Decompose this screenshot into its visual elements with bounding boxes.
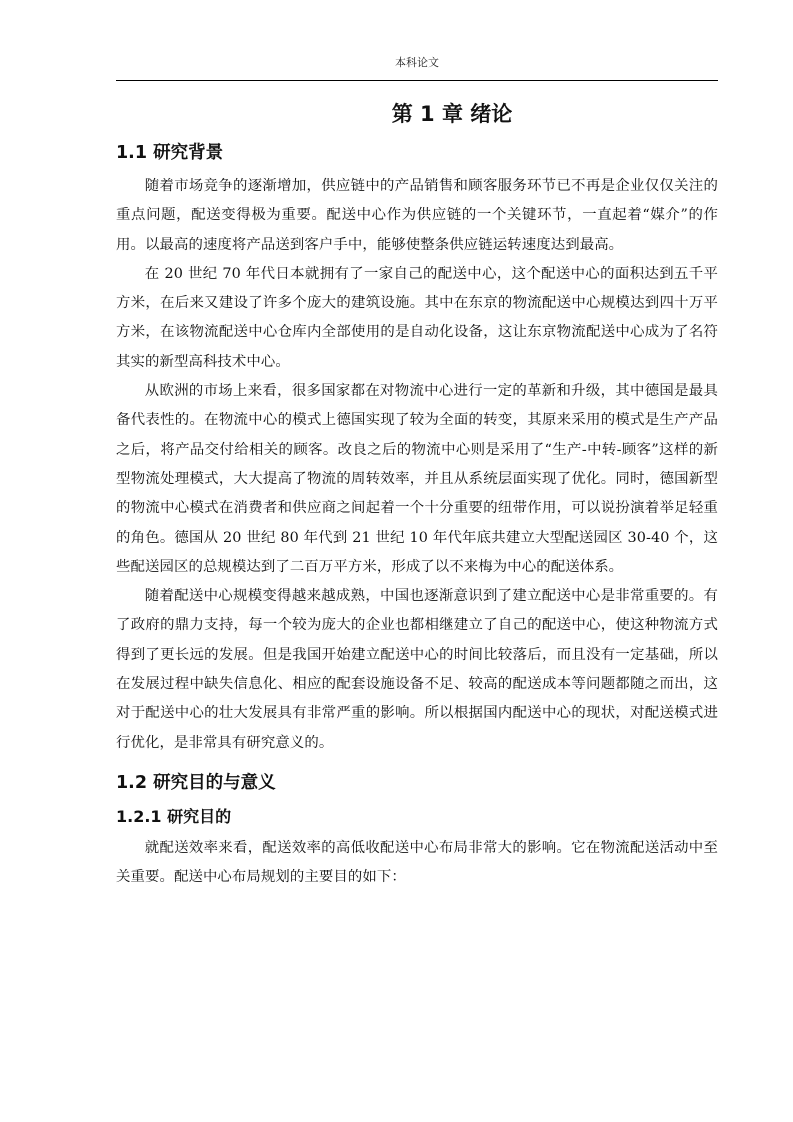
paragraph: 从欧洲的市场上来看，很多国家都在对物流中心进行一定的革新和升级，其中德国是最具备代表性的。在物流中心的模式上德国实现了较为全面的转变，其原来采用的模式是生产产品之后，将产品交付给相关的顾客。改良之后的物流中心则是采用了“生产-中转-顾客”这样的新型物流处理模式，大大提高了物流的周转效率，并且从系统层面实现了优化。同时，德国新型的物流中心模式在消费者和供应商之间起着一个十分重要的纽带作用，可以说扮演着举足轻重的角色。德国从 20 世纪 80 年代到 21 世纪 10 年代年底共建立大型配送园区 30-40 个，这些配送园区的总规模达到了二百万平方米，形成了以不来梅为中心的配送体系。 [116,383,718,575]
section-heading-1-2: 1.2 研究目的与意义 [116,772,276,793]
section-heading-1-1: 1.1 研究背景 [116,143,224,163]
header-rule [116,80,718,81]
running-header: 本科论文 [395,56,439,69]
page-content [116,96,718,893]
paragraph: 在 20 世纪 70 年代日本就拥有了一家自己的配送中心，这个配送中心的面积达到五千平方米，在后来又建设了许多个庞大的建筑设施。其中在东京的物流配送中心规模达到四十万平方米，在该物流配送中心仓库内全部使用的是自动化设备，这让东京物流配送中心成为了名符其实的新型高科技术中心。 [116,265,718,370]
paragraph: 随着配送中心规模变得越来越成熟，中国也逐渐意识到了建立配送中心是非常重要的。有了政府的鼎力支持，每一个较为庞大的企业也都相继建立了自己的配送中心，使这种物流方式得到了更长远的发展。但是我国开始建立配送中心的时间比较落后，而且没有一定基础，所以在发展过程中缺失信息化、相应的配套设施设备不足、较高的配送成本等问题都随之而出，这对于配送中心的壮大发展具有非常严重的影响。所以根据国内配送中心的现状，对配送模式进行优化，是非常具有研究意义的。 [116,588,718,751]
chapter-title: 第 1 章 绪论 [391,102,513,126]
paragraph: 随着市场竞争的逐渐增加，供应链中的产品销售和顾客服务环节已不再是企业仅仅关注的重点问题，配送变得极为重要。配送中心作为供应链的一个关键环节，一直起着“媒介”的作用。以最高的速度将产品送到客户手中，能够使整条供应链运转速度达到最高。 [116,178,718,253]
subsection-heading-1-2-1: 1.2.1 研究目的 [116,806,232,826]
paragraph: 就配送效率来看，配送效率的高低收配送中心布局非常大的影响。它在物流配送活动中至关重要。配送中心布局规划的主要目的如下： [116,839,718,886]
